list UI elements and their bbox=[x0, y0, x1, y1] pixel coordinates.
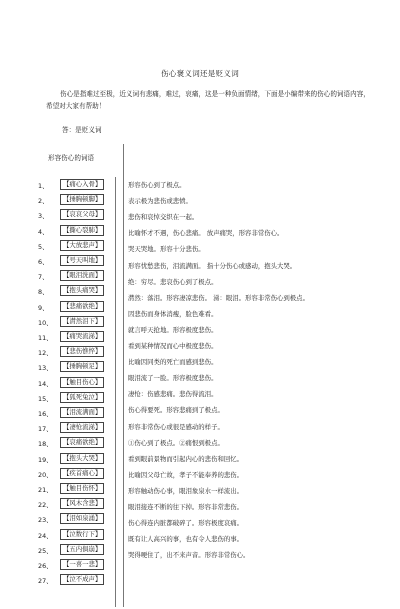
item-number: 15、 bbox=[38, 394, 53, 403]
word-label: 【哀哀父母】 bbox=[60, 209, 104, 220]
word-label: 【眼泪洗面】 bbox=[60, 270, 104, 281]
word-label: 【捶胸顿脚】 bbox=[60, 194, 104, 205]
item-number: 14、 bbox=[38, 379, 53, 388]
word-entry bbox=[60, 331, 122, 342]
word-label: 【大放悲声】 bbox=[60, 240, 104, 251]
word-label: 【一喜一悲】 bbox=[60, 559, 104, 570]
item-number: 24、 bbox=[38, 531, 53, 540]
word-label: 【疾首痛心】 bbox=[60, 468, 104, 479]
word-label: 【悲痛欲绝】 bbox=[60, 301, 104, 312]
item-number: 21、 bbox=[38, 486, 53, 494]
item-number: 26、 bbox=[38, 562, 53, 570]
item-number: 25、 bbox=[38, 546, 53, 555]
word-entry bbox=[60, 422, 122, 433]
word-label: 【哀痛欲绝】 bbox=[60, 437, 104, 448]
word-label: 【痛哭流涕】 bbox=[60, 331, 104, 342]
word-entry bbox=[60, 209, 122, 220]
item-number: 17、 bbox=[38, 425, 53, 434]
item-number: 2、 bbox=[38, 197, 49, 206]
definition-line: 形容忧愁悲伤，泪流满面。 指十分伤心或感动，抱头大哭。 bbox=[128, 261, 297, 270]
column-divider-right bbox=[123, 144, 124, 607]
word-entry bbox=[60, 513, 122, 524]
item-number: 7、 bbox=[38, 273, 49, 282]
word-entry bbox=[60, 179, 122, 190]
word-entry bbox=[60, 346, 122, 357]
word-label: 【潸然泪下】 bbox=[60, 316, 104, 327]
word-entry bbox=[60, 316, 122, 327]
item-number: 18、 bbox=[38, 440, 53, 449]
item-number: 10、 bbox=[38, 318, 53, 327]
definition-line: 伤心得要死。形容悲痛到了极点。 bbox=[128, 406, 224, 415]
item-number: 5、 bbox=[38, 242, 49, 251]
item-number: 12、 bbox=[38, 349, 53, 358]
definition-line: 眼泪接连不断的往下掉。形容非常悲伤。 bbox=[128, 503, 244, 511]
word-entry bbox=[60, 498, 122, 509]
definition-line: 看到某种情况而心中极度悲伤。 bbox=[128, 342, 218, 350]
item-number: 3、 bbox=[38, 212, 49, 221]
definition-line: 看到眼前景物而引起内心的悲伤和回忆。 bbox=[128, 454, 244, 463]
definition-line: 就言呼天抢地。形容极度悲伤。 bbox=[128, 325, 218, 334]
word-entry bbox=[60, 240, 122, 251]
definition-line: 形容伤心到了极点。 bbox=[128, 181, 186, 189]
definition-line: 比喻因父母亡故，孝子不能奉养的悲伤。 bbox=[128, 470, 244, 479]
word-entry bbox=[60, 255, 122, 266]
word-entry bbox=[60, 453, 122, 464]
item-number: 23、 bbox=[38, 516, 53, 525]
item-number: 20、 bbox=[38, 470, 53, 479]
item-number: 27、 bbox=[38, 577, 53, 586]
word-label: 【泣不成声】 bbox=[60, 574, 104, 585]
definition-line: 形容触动伤心事，眼泪象泉水一样流出。 bbox=[128, 486, 244, 495]
item-number: 1、 bbox=[38, 182, 49, 190]
word-entry bbox=[60, 285, 122, 296]
item-number: 19、 bbox=[38, 455, 53, 464]
definition-line: 伤心得连内脏都破碎了。形容极度哀痛。 bbox=[128, 519, 244, 528]
word-label: 【泣数行下】 bbox=[60, 529, 104, 540]
word-entry bbox=[60, 544, 122, 555]
word-entry bbox=[60, 483, 122, 494]
definition-line: 悲伤和哀悼交织在一起。 bbox=[128, 213, 199, 222]
word-entry bbox=[60, 574, 122, 585]
word-label: 【号天叫地】 bbox=[60, 255, 104, 266]
word-label: 【风木含悲】 bbox=[60, 498, 104, 509]
word-label: 【撕心裂肺】 bbox=[60, 225, 104, 236]
word-entry bbox=[60, 194, 122, 205]
item-number: 13、 bbox=[38, 364, 53, 373]
word-label: 【抱头痛哭】 bbox=[60, 285, 104, 296]
definition-line: 凄怆：伤感悲痛。悲伤得流泪。 bbox=[128, 390, 218, 399]
definition-line: 既有让人高兴的事，也有令人悲伤的事。 bbox=[128, 535, 244, 544]
definition-line: 哭天哭地。形容十分悲伤。 bbox=[128, 245, 205, 254]
word-label: 【泪如泉涌】 bbox=[60, 513, 104, 524]
word-label: 【触目伤怀】 bbox=[60, 483, 104, 494]
intro-paragraph: 伤心是指难过至极，近义词有悲痛，难过，哀痛，这是一种负面情绪，下面是小编带来的伤心的词语内容，希望对大家有帮助！ bbox=[46, 90, 370, 110]
item-number: 22、 bbox=[38, 501, 53, 510]
word-entry bbox=[60, 559, 122, 570]
section-heading: 形容伤心的词语 bbox=[48, 154, 95, 162]
definition-line: 绝：穷尽。悲哀伤心到了极点。 bbox=[128, 277, 218, 286]
definition-line: 潸然：落泪。形容凄凉悲伤。 涕：眼泪。形容非常伤心到极点。 bbox=[128, 293, 309, 302]
page-title: 伤心褒义词还是贬义词 bbox=[161, 69, 239, 78]
word-entry bbox=[60, 529, 122, 540]
item-number: 16、 bbox=[38, 410, 53, 418]
definition-line: 比喻怀才不遇，伤心悲痛。 放声痛哭，形容非常伤心。 bbox=[128, 229, 284, 238]
word-entry bbox=[60, 392, 122, 403]
definition-line: 比喻因同类的死亡而感到悲伤。 bbox=[128, 358, 218, 367]
word-label: 【泪流满面】 bbox=[60, 407, 104, 418]
definition-line: 哭得哽住了，出不来声音。形容非常伤心。 bbox=[128, 551, 250, 560]
item-number: 11、 bbox=[38, 334, 53, 342]
item-number: 8、 bbox=[38, 288, 49, 297]
definition-line: 因悲伤而身体消瘦，脸色难看。 bbox=[128, 309, 218, 318]
word-entry bbox=[60, 377, 122, 388]
word-entry bbox=[60, 361, 122, 372]
answer-line: 答：是贬义词 bbox=[62, 126, 102, 134]
item-number: 4、 bbox=[38, 227, 49, 236]
word-entry bbox=[60, 301, 122, 312]
word-label: 【五内俱崩】 bbox=[60, 544, 104, 555]
definition-line: 眼泪流了一脸。形容极度悲伤。 bbox=[128, 374, 218, 383]
word-label: 【触目伤心】 bbox=[60, 377, 104, 388]
item-number: 6、 bbox=[38, 258, 49, 266]
definition-line: ①伤心到了极点。②痛恨到极点。 bbox=[128, 438, 224, 447]
word-entry bbox=[60, 437, 122, 448]
definition-line: 表示极为悲伤或悲愤。 bbox=[128, 197, 192, 206]
word-label: 【狐死兔泣】 bbox=[60, 392, 104, 403]
word-label: 【痛心入骨】 bbox=[60, 179, 104, 190]
word-label: 【凄怆流涕】 bbox=[60, 422, 104, 433]
word-entry bbox=[60, 468, 122, 479]
word-label: 【抱头大哭】 bbox=[60, 453, 104, 464]
word-entry bbox=[60, 225, 122, 236]
word-entry bbox=[60, 407, 122, 418]
word-entry bbox=[60, 270, 122, 281]
definition-line: 形容非常伤心或很是感动的样子。 bbox=[128, 422, 224, 431]
word-label: 【悲伤憔悴】 bbox=[60, 346, 104, 357]
word-label: 【捶胸顿足】 bbox=[60, 361, 104, 372]
item-number: 9、 bbox=[38, 303, 49, 312]
